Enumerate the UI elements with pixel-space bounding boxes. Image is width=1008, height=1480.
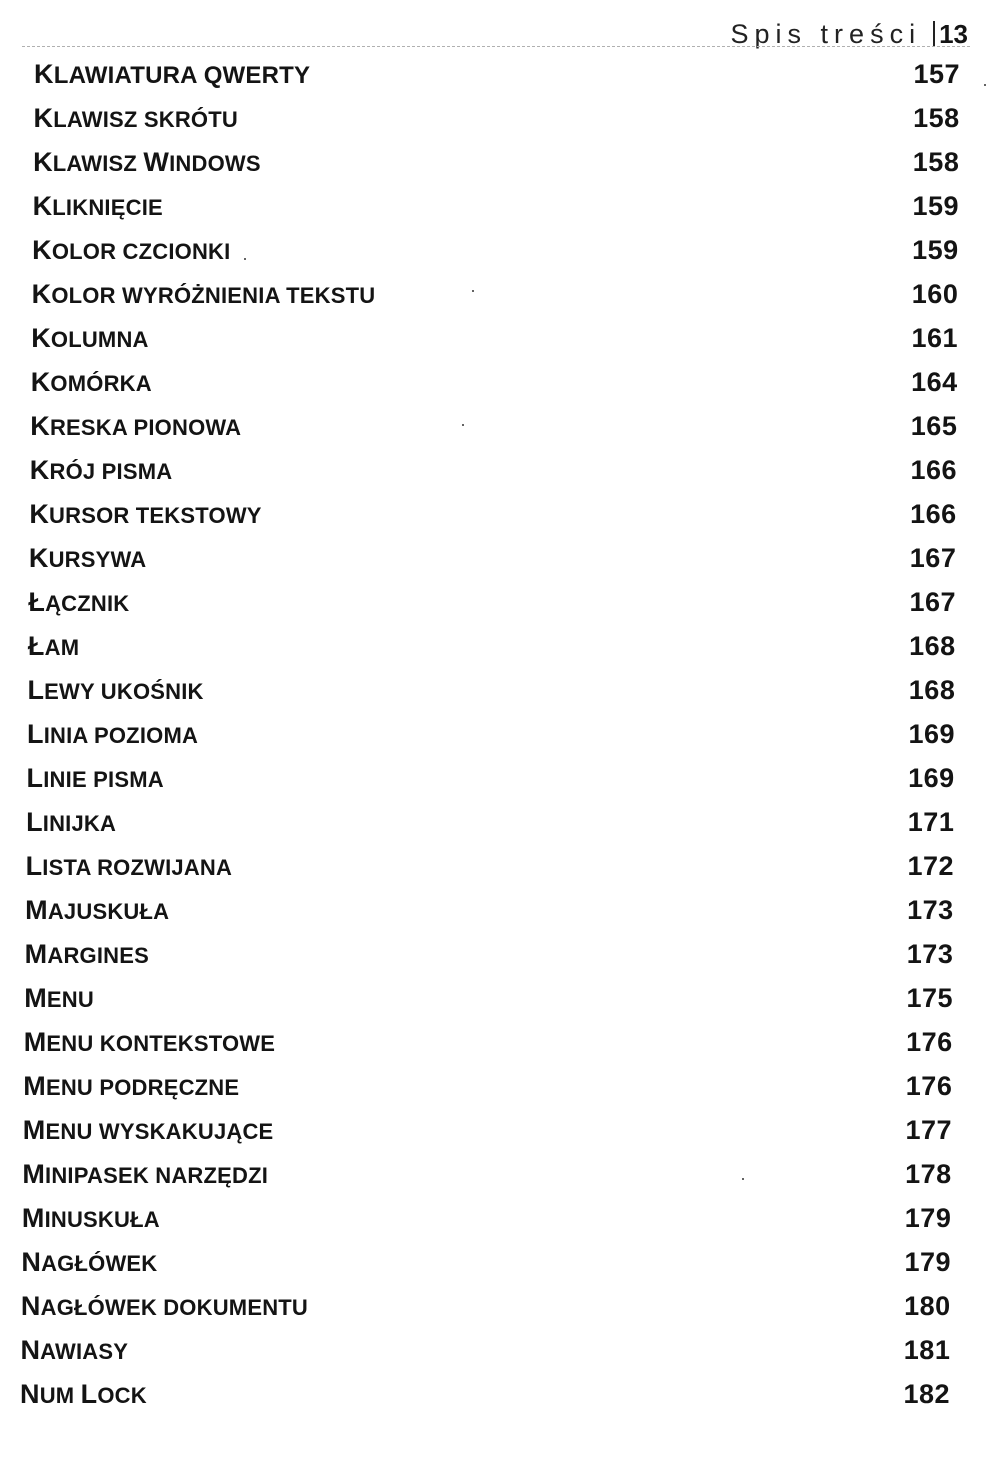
toc-entry (0, 1020, 1008, 1064)
toc-page-number: 167 (909, 542, 957, 573)
toc-term: KOLOR CZCIONKI (32, 234, 231, 265)
toc-page-number: 157 (913, 58, 960, 89)
toc-entry (0, 1328, 1008, 1372)
toc-term: NUM LOCK (20, 1378, 147, 1409)
toc-term: NAGŁÓWEK (21, 1246, 158, 1277)
toc-entry (0, 888, 1008, 932)
toc-term: MENU KONTEKSTOWE (23, 1026, 276, 1057)
toc-page-number: 169 (908, 718, 955, 749)
toc-page-number: 179 (904, 1246, 951, 1277)
toc-entry (0, 1064, 1008, 1108)
header-page-number: 13 (939, 18, 968, 49)
toc-page-number: 173 (906, 938, 954, 969)
toc-entry (0, 404, 1008, 448)
toc-entry (0, 96, 1008, 140)
toc-entry (0, 360, 1008, 404)
toc-page-number: 168 (909, 630, 956, 661)
toc-term: MENU WYSKAKUJĄCE (22, 1114, 274, 1145)
toc-entry (0, 52, 1008, 96)
toc-entry (0, 712, 1008, 756)
scan-speck (742, 1178, 744, 1180)
toc-page-number: 159 (912, 190, 959, 221)
toc-page-number: 182 (903, 1378, 950, 1409)
toc-page-number: 176 (906, 1026, 953, 1057)
toc-page-number: 161 (911, 322, 958, 353)
toc-entry (0, 1108, 1008, 1152)
toc-page-number: 167 (909, 586, 956, 617)
toc-page-number: 171 (907, 806, 955, 837)
toc-entry (0, 844, 1008, 888)
toc-term: NAWIASY (20, 1334, 129, 1365)
toc-term: KOLOR WYRÓŻNIENIA TEKSTU (31, 278, 376, 309)
toc-entry (0, 1284, 1008, 1328)
toc-page-number: 176 (905, 1070, 953, 1101)
toc-term: MINIPASEK NARZĘDZI (22, 1158, 269, 1189)
toc-entry (0, 1240, 1008, 1284)
toc-page-number: 179 (904, 1202, 952, 1233)
toc-term: MARGINES (24, 938, 149, 969)
toc-entry (0, 536, 1008, 580)
scan-speck (472, 290, 474, 292)
toc-page-number: 181 (903, 1334, 951, 1365)
toc-entry (0, 756, 1008, 800)
header-title: Spis treści (730, 18, 922, 49)
toc-page-number: 175 (906, 982, 953, 1013)
toc-term: KOMÓRKA (30, 366, 152, 397)
toc-page-number: 159 (912, 234, 959, 265)
toc-page-number: 165 (910, 410, 958, 441)
toc-term: KOLUMNA (31, 322, 149, 353)
toc-page-number: 158 (912, 146, 960, 177)
toc-page-number: 168 (908, 674, 956, 705)
toc-term: ŁAM (27, 630, 80, 661)
toc-entry (0, 624, 1008, 668)
toc-entry (0, 1372, 1008, 1416)
toc-page-number: 177 (905, 1114, 952, 1145)
toc-entry (0, 184, 1008, 228)
toc-term: MAJUSKUŁA (25, 894, 170, 925)
toc-term: KLAWISZ WINDOWS (33, 146, 261, 177)
toc-page-number: 180 (904, 1290, 951, 1321)
toc-entry (0, 932, 1008, 976)
toc-entry (0, 228, 1008, 272)
toc-page-number: 166 (910, 454, 957, 485)
toc-page-number: 178 (905, 1158, 952, 1189)
toc-entry (0, 272, 1008, 316)
toc-term: LISTA ROZWIJANA (25, 850, 233, 881)
toc-term: MENU (24, 982, 94, 1013)
toc-page-number: 173 (907, 894, 954, 925)
toc-entry (0, 580, 1008, 624)
toc-page-number: 172 (907, 850, 954, 881)
toc-entry (0, 1196, 1008, 1240)
toc-entry (0, 1152, 1008, 1196)
toc-entry (0, 448, 1008, 492)
scan-speck (244, 258, 246, 260)
toc-entry (0, 668, 1008, 712)
toc-entry (0, 316, 1008, 360)
toc-page-number: 166 (910, 498, 957, 529)
toc-term: LINIJKA (26, 806, 117, 837)
toc-term: KURSOR TEKSTOWY (29, 498, 262, 529)
toc-term: KLIKNIĘCIE (32, 190, 163, 221)
toc-entry (0, 140, 1008, 184)
scan-speck (462, 424, 464, 426)
header-separator (933, 21, 935, 47)
table-of-contents (0, 52, 1008, 1416)
toc-term: LINIA POZIOMA (27, 718, 199, 749)
toc-term: KURSYWA (28, 542, 147, 573)
toc-term: LINIE PISMA (26, 762, 164, 793)
toc-entry (0, 800, 1008, 844)
toc-term: KRESKA PIONOWA (30, 410, 242, 441)
toc-term: ŁĄCZNIK (28, 586, 130, 617)
toc-term: KRÓJ PISMA (29, 454, 173, 485)
running-header (731, 14, 968, 54)
toc-page-number: 160 (911, 278, 959, 309)
toc-entry (0, 976, 1008, 1020)
toc-term: MENU PODRĘCZNE (23, 1070, 240, 1101)
toc-page-number: 169 (908, 762, 955, 793)
toc-term: KLAWISZ SKRÓTU (33, 102, 238, 133)
header-rule (22, 46, 970, 47)
toc-term: MINUSKUŁA (21, 1202, 160, 1233)
toc-entry (0, 492, 1008, 536)
toc-page-number: 164 (911, 366, 958, 397)
toc-page-number: 158 (913, 102, 960, 133)
toc-term: NAGŁÓWEK DOKUMENTU (20, 1290, 309, 1321)
toc-term: LEWY UKOŚNIK (27, 674, 204, 705)
toc-term: KLAWIATURA QWERTY (34, 58, 311, 89)
scan-speck (984, 84, 986, 86)
